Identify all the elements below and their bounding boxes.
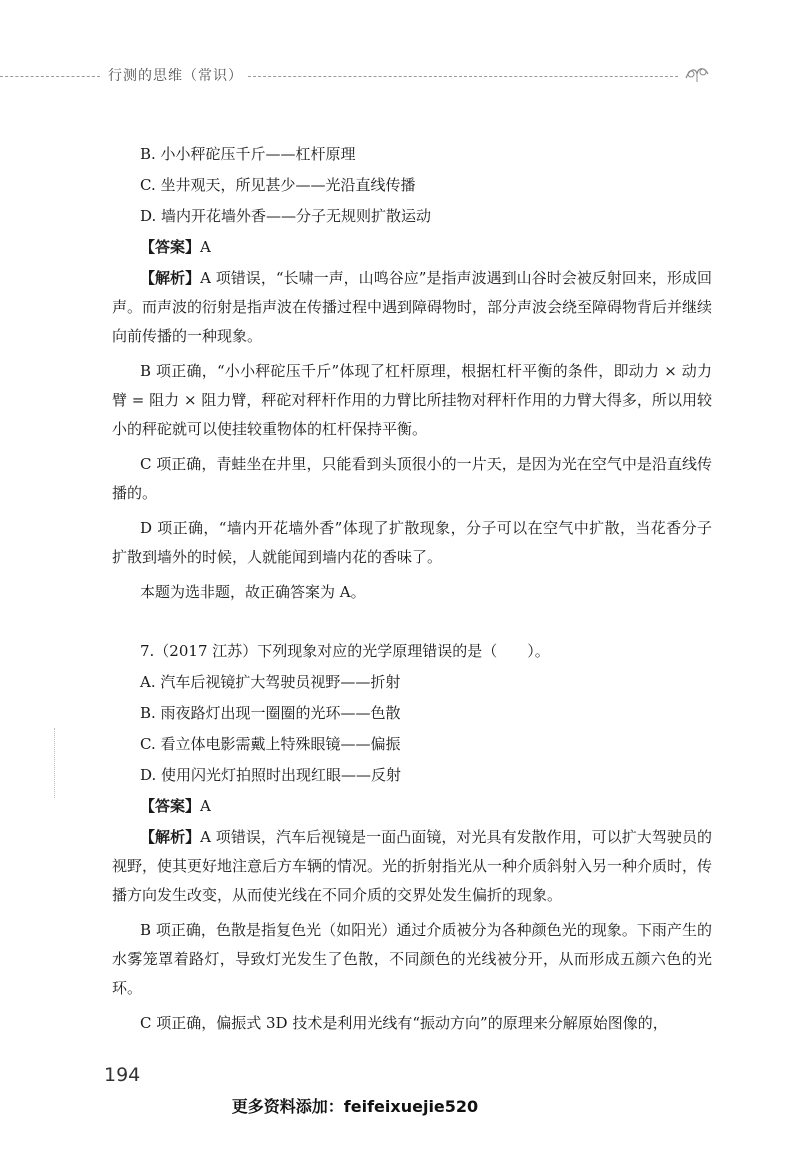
page-number: 194 (104, 1064, 141, 1086)
header-rule-right (248, 76, 678, 77)
q7-option-a: A. 汽车后视镜扩大驾驶员视野——折射 (140, 673, 401, 691)
header-rule-left (0, 76, 100, 77)
q6-analysis-label: 【解析】 (140, 269, 201, 287)
q6-option-b: B. 小小秤砣压千斤——杠杆原理 (140, 145, 356, 163)
q7-analysis-a (112, 823, 712, 910)
q6-conclusion: 本题为选非题，故正确答案为 A。 (140, 583, 366, 601)
q7-answer-label: 【答案】 (140, 797, 201, 815)
q6-analysis-b: B 项正确，“小小秤砣压千斤”体现了杠杆原理，根据杠杆平衡的条件，即动力 × 动力臂 = 阻力 × 阻力臂，秤砣对秤杆作用的力臂比所挂物对秤杆作用的力臂大得多，所以用较小的秤砣就可以使挂较重物体的杠杆保持平衡。 (112, 362, 712, 438)
q7-analysis-c: C 项正确，偏振式 3D 技术是利用光线有“振动方向”的原理来分解原始图像的， (140, 1014, 668, 1032)
scan-edge-mark (54, 728, 56, 798)
footer-contact-note: 更多资料添加：feifeixuejie520 (231, 1097, 479, 1116)
q6-option-c: C. 坐井观天，所见甚少——光沿直线传播 (140, 176, 416, 194)
q6-analysis-c: C 项正确，青蛙坐在井里，只能看到头顶很小的一片天，是因为光在空气中是沿直线传播的。 (112, 455, 712, 502)
q6-answer-label: 【答案】 (140, 238, 201, 256)
q6-analysis-a-text: A 项错误，“长啸一声，山鸣谷应”是指声波遇到山谷时会被反射回来，形成回声。而声波的衍射是指声波在传播过程中遇到障碍物时，部分声波会绕至障碍物背后并继续向前传播的一种现象。 (112, 269, 713, 345)
running-header (0, 62, 800, 86)
q7-analysis-a-text: A 项错误，汽车后视镜是一面凸面镜，对光具有发散作用，可以扩大驾驶员的视野，使其更好地注意后方车辆的情况。光的折射指光从一种介质斜射入另一种介质时，传播方向发生改变，从而使光线在不同介质的交界处发生偏折的现象。 (112, 828, 713, 904)
q7-option-d: D. 使用闪光灯拍照时出现红眼——反射 (140, 766, 402, 784)
q7-option-b: B. 雨夜路灯出现一圈圈的光环——色散 (140, 704, 401, 722)
q6-answer (112, 233, 712, 262)
q7-analysis-label: 【解析】 (140, 828, 201, 846)
q7-stem: 7.（2017 江苏）下列现象对应的光学原理错误的是（ ）。 (140, 642, 550, 660)
running-title: 行测的思维（常识） (108, 68, 243, 84)
q6-answer-value: A (200, 238, 211, 256)
q7-answer (112, 792, 712, 821)
page-content (112, 140, 712, 1044)
q6-option-d: D. 墙内开花墙外香——分子无规则扩散运动 (140, 207, 432, 225)
q6-analysis-d: D 项正确，“墙内开花墙外香”体现了扩散现象，分子可以在空气中扩散，当花香分子扩散到墙外的时候，人就能闻到墙内花的香味了。 (112, 519, 712, 566)
q7-analysis-b: B 项正确，色散是指复色光（如阳光）通过介质被分为各种颜色光的现象。下雨产生的水雾笼罩着路灯，导致灯光发生了色散，不同颜色的光线被分开，从而形成五颜六色的光环。 (112, 921, 712, 997)
q7-option-c: C. 看立体电影需戴上特殊眼镜——偏振 (140, 735, 401, 753)
leaf-ornament-icon (682, 62, 712, 86)
question-gap (112, 613, 712, 637)
q6-analysis-a (112, 264, 712, 351)
q7-answer-value: A (200, 797, 211, 815)
